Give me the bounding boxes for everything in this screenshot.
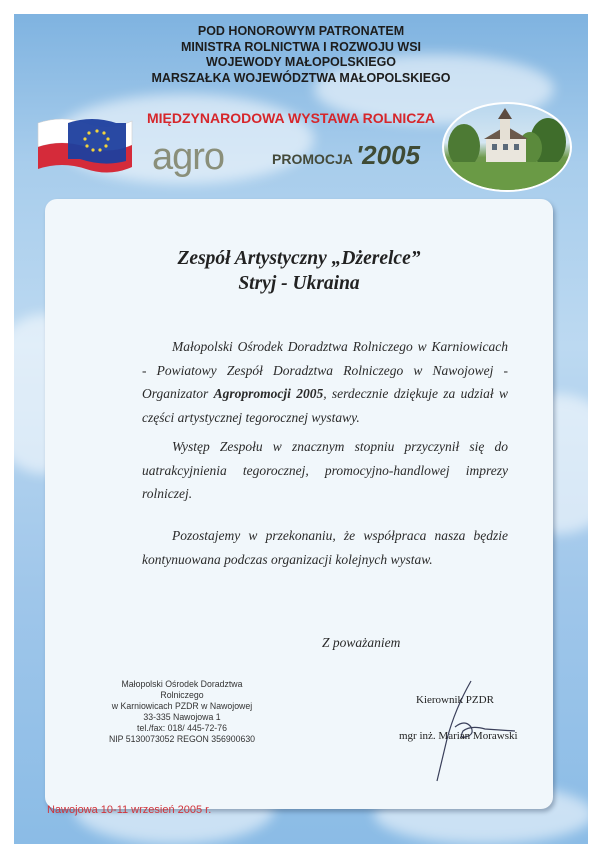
agropromocja-logo bbox=[152, 136, 452, 184]
signatory-role: Kierownik PZDR bbox=[416, 694, 494, 706]
letter-panel bbox=[45, 199, 553, 809]
signatory-name: mgr inż. Marian Morawski bbox=[399, 730, 518, 742]
patronage-line: WOJEWODY MAŁOPOLSKIEGO bbox=[205, 55, 397, 69]
handwritten-signature bbox=[385, 669, 535, 789]
paragraph-performance: Występ Zespołu w znacznym stopniu przyczynił się do uatrakcyjnienia tegorocznej, promocyjno-handlowej imprezy rolniczej. bbox=[142, 439, 508, 502]
recipient-heading bbox=[45, 246, 553, 296]
paragraph-cooperation: Pozostajemy w przekonaniu, że współpraca nasza będzie kontynuowana podczas organizacji kolejnych wystaw. bbox=[142, 528, 508, 567]
logo-promocja: PROMOCJA bbox=[272, 151, 353, 167]
place-date: Nawojowa 10-11 wrzesień 2005 r. bbox=[47, 804, 212, 816]
logo-year: '2005 bbox=[356, 140, 421, 170]
paragraph-thanks-lead: Małopolski Ośrodek Doradztwa Rolniczego w Karniowicach - Powiatowy Zespół Doradztwa Rolniczego w Nawojowej - Organizator bbox=[142, 339, 508, 402]
patronage-header bbox=[14, 24, 588, 86]
closing-salutation: Z poważaniem bbox=[322, 635, 401, 650]
logo-agro: agro bbox=[152, 136, 225, 178]
diploma-sheet bbox=[14, 14, 588, 844]
stamp-line: NIP 5130073052 REGON 356900630 bbox=[108, 734, 256, 745]
stamp-line: w Karniowicach PZDR w Nawojowej bbox=[111, 701, 253, 712]
recipient-name: Zespół Artystyczny „Dżerelce” bbox=[177, 248, 421, 269]
exhibition-title: MIĘDZYNARODOWA WYSTAWA ROLNICZA bbox=[146, 110, 436, 126]
institution-stamp bbox=[104, 679, 260, 745]
recipient-location: Stryj - Ukraina bbox=[238, 273, 360, 294]
paragraph-thanks bbox=[142, 335, 508, 429]
manor-photo bbox=[442, 102, 572, 192]
poland-eu-flag-icon bbox=[34, 109, 134, 179]
stamp-line: 33-335 Nawojowa 1 bbox=[143, 712, 221, 723]
stamp-line: tel./fax: 018/ 445-72-76 bbox=[137, 723, 227, 734]
event-name: Agropromocji 2005 bbox=[213, 386, 324, 402]
patronage-line: MINISTRA ROLNICTWA I ROZWOJU WSI bbox=[180, 39, 422, 54]
patronage-line: MARSZAŁKA WOJEWÓDZTWA MAŁOPOLSKIEGO bbox=[151, 70, 451, 85]
patronage-line: POD HONOROWYM PATRONATEM bbox=[197, 24, 405, 38]
paragraph-thanks-tail: , serdecznie dziękuje za udział w części artystycznej tegorocznej wystawy. bbox=[142, 386, 508, 425]
stamp-line: Małopolski Ośrodek Doradztwa Rolniczego bbox=[121, 679, 243, 701]
